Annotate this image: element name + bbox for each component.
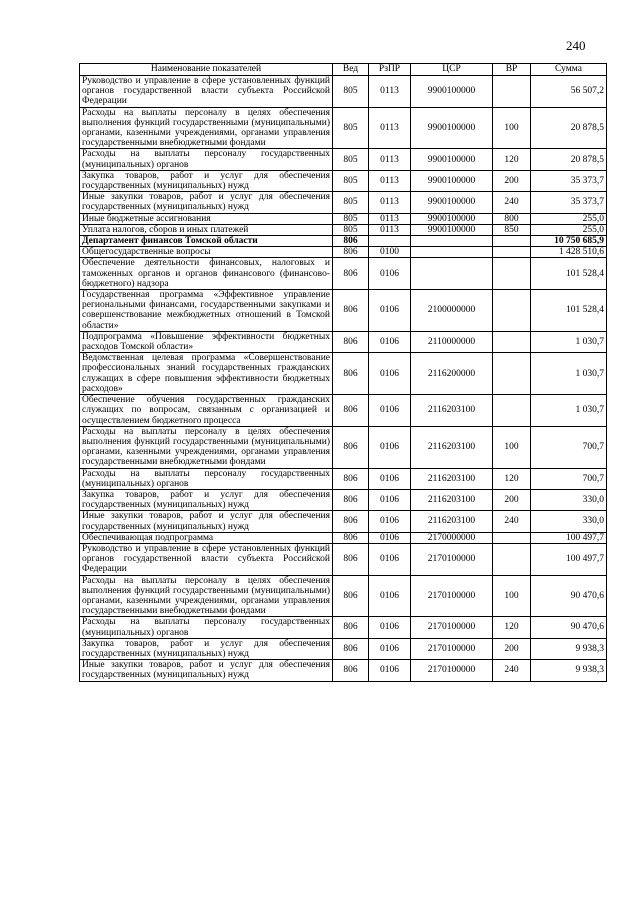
cell-name: Расходы на выплаты персоналу в целях обеспечения выполнения функций государственными (муниципальными) органами, казенными учреждениями, органами управления государственными внебюджетными фондами: [80, 107, 333, 149]
cell-ved: 806: [333, 532, 369, 543]
cell-name: Руководство и управление в сфере установленных функций органов государственной власти субъекта Российской Федерации: [80, 76, 333, 108]
cell-name: Расходы на выплаты персоналу в целях обеспечения выполнения функций государственными (муниципальными) органами, казенными учреждениями, органами управления государственными внебюджетными фондами: [80, 575, 333, 617]
cell-sum: 330,0: [531, 511, 607, 532]
cell-ved: 805: [333, 213, 369, 224]
cell-csr: 9900100000: [411, 192, 493, 213]
cell-sum: 101 528,4: [531, 290, 607, 332]
cell-ved: 806: [333, 543, 369, 575]
cell-vr: [493, 290, 531, 332]
cell-rzpr: 0113: [369, 149, 411, 170]
cell-vr: 240: [493, 660, 531, 681]
cell-csr: [411, 258, 493, 290]
cell-csr: 2116200000: [411, 353, 493, 395]
cell-ved: 806: [333, 426, 369, 468]
table-row: [80, 395, 607, 427]
cell-name: Иные закупки товаров, работ и услуг для обеспечения государственных (муниципальных) нужд: [80, 660, 333, 681]
cell-ved: 806: [333, 638, 369, 659]
cell-name: Обеспечение обучения государственных гражданских служащих по вопросам, связанным с организацией и осуществлением бюджетного процесса: [80, 395, 333, 427]
cell-ved: 806: [333, 290, 369, 332]
cell-rzpr: 0106: [369, 258, 411, 290]
cell-csr: 9900100000: [411, 107, 493, 149]
cell-sum: 35 373,7: [531, 170, 607, 191]
cell-name: Расходы на выплаты персоналу в целях обеспечения выполнения функций государственными (муниципальными) органами, казенными учреждениями, органами управления государственными внебюджетными фондами: [80, 426, 333, 468]
table-row: [80, 489, 607, 510]
cell-name: Подпрограмма «Повышение эффективности бюджетных расходов Томской области»: [80, 331, 333, 352]
cell-sum: 10 750 685,9: [531, 236, 607, 247]
cell-name: Закупка товаров, работ и услуг для обеспечения государственных (муниципальных) нужд: [80, 489, 333, 510]
cell-ved: 806: [333, 511, 369, 532]
cell-vr: [493, 236, 531, 247]
cell-sum: 700,7: [531, 468, 607, 489]
cell-name: Руководство и управление в сфере установленных функций органов государственной власти субъекта Российской Федерации: [80, 543, 333, 575]
cell-csr: 9900100000: [411, 76, 493, 108]
table-header: [80, 64, 607, 76]
cell-name: Закупка товаров, работ и услуг для обеспечения государственных (муниципальных) нужд: [80, 638, 333, 659]
table-row: [80, 468, 607, 489]
cell-sum: 20 878,5: [531, 149, 607, 170]
table-row: [80, 290, 607, 332]
cell-vr: 120: [493, 149, 531, 170]
cell-rzpr: 0106: [369, 353, 411, 395]
cell-csr: 2116203100: [411, 511, 493, 532]
table-row: [80, 224, 607, 235]
cell-csr: 9900100000: [411, 224, 493, 235]
cell-vr: [493, 247, 531, 258]
cell-vr: 120: [493, 617, 531, 638]
cell-csr: 2116203100: [411, 489, 493, 510]
cell-csr: 2170000000: [411, 532, 493, 543]
cell-name: Иные закупки товаров, работ и услуг для обеспечения государственных (муниципальных) нужд: [80, 511, 333, 532]
header-csr: ЦСР: [411, 64, 493, 76]
cell-vr: [493, 258, 531, 290]
header-vr: ВР: [493, 64, 531, 76]
cell-sum: 20 878,5: [531, 107, 607, 149]
cell-rzpr: 0113: [369, 192, 411, 213]
cell-vr: [493, 395, 531, 427]
cell-ved: 805: [333, 107, 369, 149]
cell-rzpr: 0113: [369, 170, 411, 191]
cell-csr: 9900100000: [411, 213, 493, 224]
table-row: [80, 532, 607, 543]
table-row: [80, 170, 607, 191]
cell-ved: 806: [333, 247, 369, 258]
cell-rzpr: 0106: [369, 638, 411, 659]
cell-vr: [493, 331, 531, 352]
cell-rzpr: [369, 236, 411, 247]
table-row: [80, 426, 607, 468]
table-row: [80, 660, 607, 681]
cell-vr: 240: [493, 192, 531, 213]
cell-sum: 9 938,3: [531, 638, 607, 659]
cell-sum: 90 470,6: [531, 617, 607, 638]
cell-rzpr: 0100: [369, 247, 411, 258]
cell-csr: 9900100000: [411, 170, 493, 191]
cell-ved: 805: [333, 224, 369, 235]
cell-vr: 100: [493, 575, 531, 617]
header-row: [80, 64, 607, 76]
cell-ved: 806: [333, 395, 369, 427]
cell-csr: 2116203100: [411, 426, 493, 468]
cell-sum: 100 497,7: [531, 543, 607, 575]
cell-name: Расходы на выплаты персоналу государственных (муниципальных) органов: [80, 617, 333, 638]
cell-csr: 2170100000: [411, 638, 493, 659]
cell-ved: 806: [333, 660, 369, 681]
cell-rzpr: 0106: [369, 511, 411, 532]
cell-csr: 2170100000: [411, 543, 493, 575]
cell-vr: 850: [493, 224, 531, 235]
cell-ved: 806: [333, 468, 369, 489]
table-body: [80, 76, 607, 682]
cell-csr: [411, 236, 493, 247]
cell-rzpr: 0106: [369, 489, 411, 510]
cell-sum: 9 938,3: [531, 660, 607, 681]
cell-rzpr: 0113: [369, 76, 411, 108]
cell-rzpr: 0106: [369, 660, 411, 681]
cell-name: Уплата налогов, сборов и иных платежей: [80, 224, 333, 235]
cell-ved: 806: [333, 258, 369, 290]
table-row: [80, 353, 607, 395]
table-row: [80, 617, 607, 638]
cell-vr: 200: [493, 638, 531, 659]
table-row: [80, 149, 607, 170]
cell-rzpr: 0113: [369, 213, 411, 224]
header-sum: Сумма: [531, 64, 607, 76]
cell-vr: 200: [493, 170, 531, 191]
cell-vr: 100: [493, 107, 531, 149]
cell-rzpr: 0106: [369, 468, 411, 489]
cell-ved: 806: [333, 353, 369, 395]
cell-rzpr: 0106: [369, 426, 411, 468]
cell-vr: [493, 353, 531, 395]
cell-rzpr: 0106: [369, 543, 411, 575]
cell-sum: 1 428 510,6: [531, 247, 607, 258]
page-number: 240: [566, 38, 586, 53]
table-row: [80, 575, 607, 617]
cell-csr: 2170100000: [411, 617, 493, 638]
table-row: [80, 236, 607, 247]
cell-sum: 255,0: [531, 213, 607, 224]
cell-vr: 200: [493, 489, 531, 510]
table-row: [80, 247, 607, 258]
cell-csr: 2100000000: [411, 290, 493, 332]
cell-sum: 330,0: [531, 489, 607, 510]
cell-rzpr: 0106: [369, 532, 411, 543]
cell-name: Департамент финансов Томской области: [80, 236, 333, 247]
cell-name: Расходы на выплаты персоналу государственных (муниципальных) органов: [80, 468, 333, 489]
cell-name: Государственная программа «Эффективное управление региональными финансами, государственными закупками и совершенствование межбюджетных отношений в Томской области»: [80, 290, 333, 332]
cell-csr: [411, 247, 493, 258]
cell-name: Обеспечение деятельности финансовых, налоговых и таможенных органов и органов финансового (финансово-бюджетного) надзора: [80, 258, 333, 290]
cell-ved: 806: [333, 617, 369, 638]
cell-name: Иные закупки товаров, работ и услуг для обеспечения государственных (муниципальных) нужд: [80, 192, 333, 213]
cell-ved: 806: [333, 236, 369, 247]
cell-csr: 2170100000: [411, 575, 493, 617]
table-row: [80, 76, 607, 108]
cell-name: Ведомственная целевая программа «Совершенствование профессиональных знаний государственных гражданских служащих в сфере повышения эффективности бюджетных расходов»: [80, 353, 333, 395]
cell-csr: 2116203100: [411, 468, 493, 489]
table-row: [80, 213, 607, 224]
header-name: Наименование показателей: [80, 64, 333, 76]
cell-rzpr: 0113: [369, 224, 411, 235]
cell-vr: 100: [493, 426, 531, 468]
cell-csr: 2116203100: [411, 395, 493, 427]
header-ved: Вед: [333, 64, 369, 76]
cell-ved: 806: [333, 331, 369, 352]
cell-ved: 806: [333, 575, 369, 617]
table-row: [80, 192, 607, 213]
cell-sum: 700,7: [531, 426, 607, 468]
cell-name: Закупка товаров, работ и услуг для обеспечения государственных (муниципальных) нужд: [80, 170, 333, 191]
table-row: [80, 331, 607, 352]
table-row: [80, 511, 607, 532]
cell-name: Расходы на выплаты персоналу государственных (муниципальных) органов: [80, 149, 333, 170]
cell-sum: 100 497,7: [531, 532, 607, 543]
cell-sum: 90 470,6: [531, 575, 607, 617]
cell-ved: 805: [333, 149, 369, 170]
cell-sum: 101 528,4: [531, 258, 607, 290]
cell-rzpr: 0106: [369, 617, 411, 638]
cell-sum: 255,0: [531, 224, 607, 235]
budget-table: [79, 63, 607, 682]
cell-ved: 805: [333, 76, 369, 108]
cell-name: Обеспечивающая подпрограмма: [80, 532, 333, 543]
cell-vr: 240: [493, 511, 531, 532]
cell-csr: 9900100000: [411, 149, 493, 170]
cell-rzpr: 0113: [369, 107, 411, 149]
cell-sum: 1 030,7: [531, 353, 607, 395]
table-row: [80, 258, 607, 290]
cell-rzpr: 0106: [369, 290, 411, 332]
cell-csr: 2110000000: [411, 331, 493, 352]
cell-sum: 1 030,7: [531, 395, 607, 427]
cell-name: Иные бюджетные ассигнования: [80, 213, 333, 224]
cell-rzpr: 0106: [369, 395, 411, 427]
cell-ved: 805: [333, 170, 369, 191]
cell-ved: 806: [333, 489, 369, 510]
cell-vr: [493, 76, 531, 108]
cell-name: Общегосударственные вопросы: [80, 247, 333, 258]
cell-ved: 805: [333, 192, 369, 213]
table-row: [80, 107, 607, 149]
header-rzpr: РзПР: [369, 64, 411, 76]
cell-vr: [493, 532, 531, 543]
table-row: [80, 543, 607, 575]
cell-vr: 120: [493, 468, 531, 489]
cell-rzpr: 0106: [369, 575, 411, 617]
cell-rzpr: 0106: [369, 331, 411, 352]
cell-vr: [493, 543, 531, 575]
cell-sum: 56 507,2: [531, 76, 607, 108]
cell-sum: 1 030,7: [531, 331, 607, 352]
table-row: [80, 638, 607, 659]
cell-vr: 800: [493, 213, 531, 224]
cell-sum: 35 373,7: [531, 192, 607, 213]
cell-csr: 2170100000: [411, 660, 493, 681]
